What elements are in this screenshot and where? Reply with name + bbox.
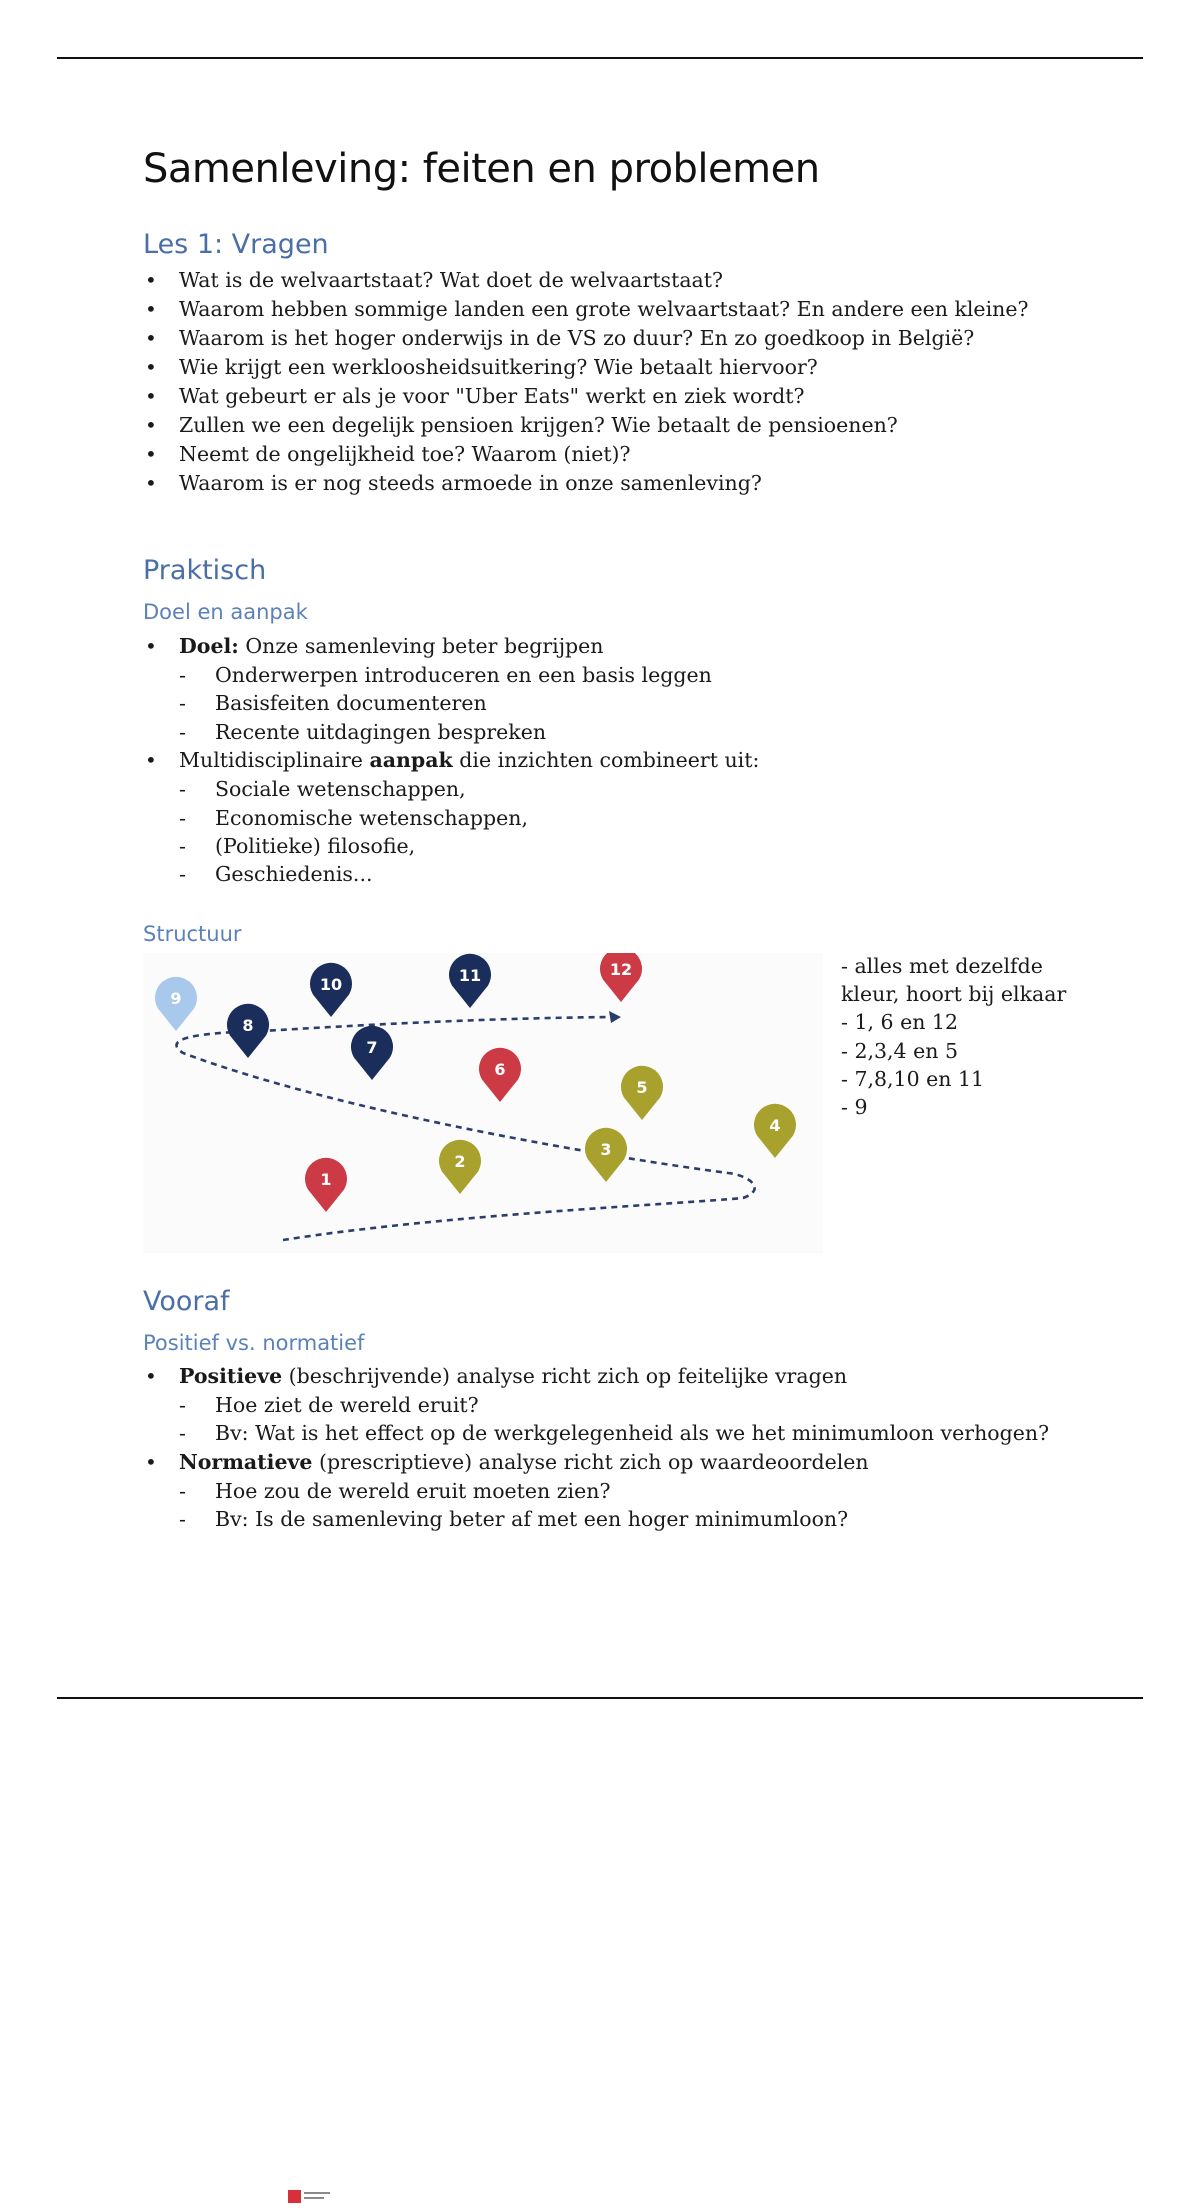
marker-6 xyxy=(479,1048,521,1102)
marker-label: 5 xyxy=(636,1078,648,1097)
marker-label: 7 xyxy=(366,1038,378,1057)
structuur-notes xyxy=(841,952,1066,1121)
marker-1 xyxy=(305,1158,347,1212)
normatief-text: (prescriptieve) analyse richt zich op waardeoordelen xyxy=(312,1449,869,1474)
marker-label: 6 xyxy=(494,1060,506,1079)
note-line: - 1, 6 en 12 xyxy=(841,1010,959,1035)
aanpak-item xyxy=(143,746,1143,775)
marker-9 xyxy=(155,977,197,1031)
marker-11 xyxy=(449,954,491,1008)
structuur-heading: Structuur xyxy=(143,922,242,946)
normatief-item xyxy=(143,1448,1143,1477)
list-item: • Neemt de ongelijkheid toe? Waarom (niet)? xyxy=(143,440,1143,469)
doel-label: Doel: xyxy=(179,634,239,658)
list-item: - Hoe zou de wereld eruit moeten zien? xyxy=(143,1477,1143,1505)
aanpak-post: die inzichten combineert uit: xyxy=(452,748,760,773)
document-title: Samenleving: feiten en problemen xyxy=(143,146,820,192)
note-line: kleur, hoort bij elkaar xyxy=(841,982,1067,1007)
marker-12 xyxy=(600,953,642,1002)
structure-path-svg xyxy=(143,953,823,1253)
list-item: - Sociale wetenschappen, xyxy=(143,775,1143,803)
doel-item xyxy=(143,632,1143,661)
list-item: - Bv: Wat is het effect op de werkgelegenheid als we het minimumloon verhogen? xyxy=(143,1419,1143,1447)
marker-label: 10 xyxy=(319,975,343,994)
marker-8 xyxy=(227,1004,269,1058)
positief-text: (beschrijvende) analyse richt zich op feitelijke vragen xyxy=(282,1364,848,1388)
note-line: - 2,3,4 en 5 xyxy=(841,1038,959,1063)
dashed-route xyxy=(176,1017,754,1240)
structure-diagram xyxy=(143,953,823,1253)
list-item: - Recente uitdagingen bespreken xyxy=(143,718,1143,746)
les1-heading: Les 1: Vragen xyxy=(143,229,329,260)
doel-heading: Doel en aanpak xyxy=(143,600,308,624)
marker-5 xyxy=(621,1066,663,1120)
marker-label: 4 xyxy=(769,1116,781,1135)
doel-list xyxy=(143,632,1143,889)
note-line: - 9 xyxy=(841,1095,868,1120)
marker-7 xyxy=(351,1026,393,1080)
les1-question-list xyxy=(143,266,1143,498)
marker-label: 9 xyxy=(170,989,182,1008)
marker-3 xyxy=(585,1128,627,1182)
list-item: - Geschiedenis... xyxy=(143,860,1143,888)
note-line: - alles met dezelfde xyxy=(841,954,1043,978)
marker-label: 12 xyxy=(609,960,633,979)
vooraf-list xyxy=(143,1362,1143,1534)
doel-text: Onze samenleving beter begrijpen xyxy=(238,634,604,658)
list-item: • Waarom hebben sommige landen een grote welvaartstaat? En andere een kleine? xyxy=(143,295,1143,324)
vooraf-heading: Vooraf xyxy=(143,1286,230,1317)
list-item: - Economische wetenschappen, xyxy=(143,804,1143,832)
aanpak-pre: Multidisciplinaire xyxy=(179,748,370,773)
praktisch-heading: Praktisch xyxy=(143,555,267,586)
marker-4 xyxy=(754,1104,796,1158)
normatief-bold: Normatieve xyxy=(179,1449,313,1474)
marker-group xyxy=(155,953,796,1212)
marker-10 xyxy=(310,963,352,1017)
marker-2 xyxy=(439,1140,481,1194)
marker-label: 1 xyxy=(320,1170,332,1189)
university-logo xyxy=(288,2189,332,2209)
positief-item xyxy=(143,1362,1143,1391)
list-item: • Wie krijgt een werkloosheidsuitkering? Wie betaalt hiervoor? xyxy=(143,353,1143,382)
footer-rule xyxy=(57,1697,1143,1699)
list-item: • Waarom is het hoger onderwijs in de VS zo duur? En zo goedkoop in België? xyxy=(143,324,1143,353)
list-item: - Bv: Is de samenleving beter af met een hoger minimumloon? xyxy=(143,1505,1143,1533)
list-item: - Hoe ziet de wereld eruit? xyxy=(143,1391,1143,1419)
route-arrowhead xyxy=(609,1011,621,1023)
aanpak-bold: aanpak xyxy=(369,748,453,773)
header-rule xyxy=(57,57,1143,59)
marker-label: 2 xyxy=(454,1152,466,1171)
marker-label: 3 xyxy=(600,1140,612,1159)
list-item: - Basisfeiten documenteren xyxy=(143,689,1143,717)
positief-bold: Positieve xyxy=(179,1364,283,1388)
list-item: - (Politieke) filosofie, xyxy=(143,832,1143,860)
positief-normatief-heading: Positief vs. normatief xyxy=(143,1331,365,1355)
list-item: • Waarom is er nog steeds armoede in onze samenleving? xyxy=(143,469,1143,498)
list-item: • Wat is de welvaartstaat? Wat doet de welvaartstaat? xyxy=(143,266,1143,295)
marker-label: 8 xyxy=(242,1016,254,1035)
list-item: - Onderwerpen introduceren en een basis leggen xyxy=(143,661,1143,689)
note-line: - 7,8,10 en 11 xyxy=(841,1066,985,1091)
list-item: • Zullen we een degelijk pensioen krijgen? Wie betaalt de pensioenen? xyxy=(143,411,1143,440)
marker-label: 11 xyxy=(458,966,482,985)
list-item: • Wat gebeurt er als je voor "Uber Eats" werkt en ziek wordt? xyxy=(143,382,1143,411)
